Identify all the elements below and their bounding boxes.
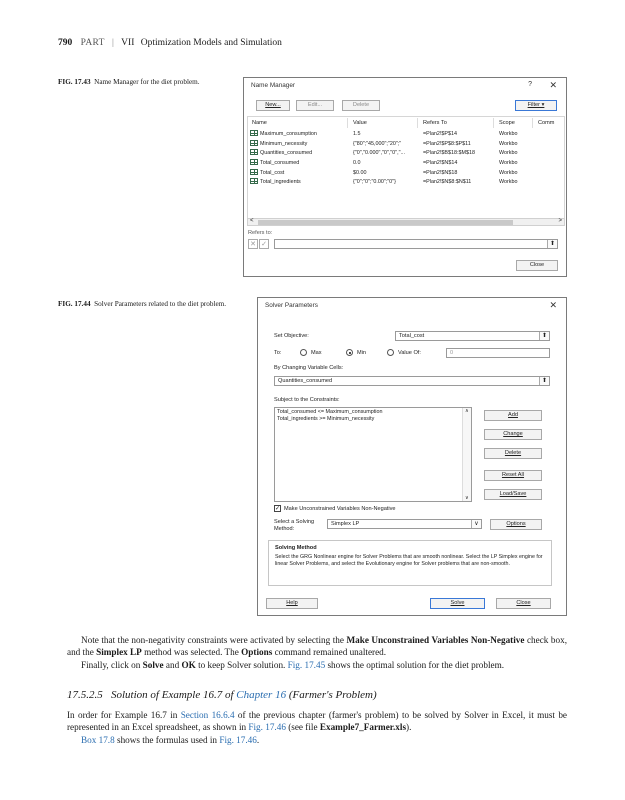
edit-button[interactable]: Edit...	[296, 100, 334, 111]
row-scope: Workbo	[499, 131, 518, 137]
row-name: Minimum_necessity	[260, 140, 308, 147]
add-button[interactable]: Add	[484, 410, 542, 421]
chevron-down-icon[interactable]: ∨	[471, 520, 481, 528]
box-link[interactable]: Box 17.8	[81, 735, 115, 745]
named-range-icon	[250, 130, 258, 136]
row-refers: =Plan2!$P$14	[423, 131, 458, 137]
section-title: (Farmer's Problem)	[286, 689, 377, 701]
caption-text: Name Manager for the diet problem.	[94, 78, 200, 86]
scrollbar-thumb[interactable]	[258, 220, 513, 225]
table-row[interactable]	[250, 159, 562, 169]
nonneg-checkbox[interactable]: ✓	[275, 506, 281, 512]
section-link[interactable]: Section 16.6.4	[180, 710, 235, 720]
figure-link[interactable]: Fig. 17.46	[219, 735, 257, 745]
text: and	[163, 660, 182, 670]
emphasis: OK	[181, 660, 196, 670]
row-scope: Workbo	[499, 179, 518, 186]
table-row[interactable]	[250, 149, 562, 159]
row-name-cell	[250, 130, 317, 140]
col-header-name[interactable]: Name	[252, 120, 267, 126]
constraints-label: Subject to the Constraints:	[274, 397, 340, 403]
constraint-item[interactable]: Total_consumed <= Maximum_consumption	[277, 409, 383, 415]
help-button[interactable]: Help	[266, 598, 318, 609]
chapter-link[interactable]: Chapter 16	[236, 689, 287, 701]
section-number: 17.5.2.5	[67, 689, 103, 701]
value-of-input[interactable]: 0	[446, 348, 550, 358]
solver-parameters-dialog	[257, 297, 567, 616]
scroll-up-icon[interactable]: ∧	[465, 408, 469, 414]
scroll-left-icon[interactable]: <	[250, 218, 254, 224]
text: of the previous chapter (farmer's problem) to be solved by Solver in Excel, it must be represented in an Excel spreadsheet, as shown in	[67, 710, 567, 733]
table-row[interactable]	[250, 169, 562, 179]
refers-to-input[interactable]	[274, 239, 558, 249]
close-icon[interactable]: ✕	[549, 80, 557, 90]
col-divider	[347, 118, 348, 128]
named-range-icon	[250, 149, 258, 155]
delete-button[interactable]: Delete	[484, 448, 542, 459]
col-divider	[417, 118, 418, 128]
paragraph-3	[67, 709, 567, 734]
scroll-down-icon[interactable]: ∨	[465, 495, 469, 501]
emphasis: Make Unconstrained Variables Non-Negative	[346, 635, 525, 645]
row-refers: =Plan2!$B$18:$M$18	[423, 150, 476, 157]
text: (see file	[285, 722, 320, 733]
changing-cells-input[interactable]	[274, 376, 550, 386]
named-range-icon	[250, 169, 258, 175]
solving-method-description: Select the GRG Nonlinear engine for Solver Problems that are smooth nonlinear. Select the LP Simplex engine for linear Solver Problems, and select the Evolutionary engine for Solver problems that are non-smooth.	[275, 554, 543, 567]
delete-button[interactable]: Delete	[342, 100, 380, 111]
constraints-list[interactable]	[274, 407, 472, 502]
change-button[interactable]: Change	[484, 429, 542, 440]
text: check box, and the	[67, 635, 567, 658]
col-divider	[532, 118, 533, 128]
paragraph-4	[67, 734, 567, 746]
row-name: Quantities_consumed	[260, 150, 313, 157]
text: Finally, click on	[81, 660, 143, 670]
row-refers: =Plan2!$N$14	[423, 160, 458, 167]
new-button[interactable]: New...	[256, 100, 290, 111]
col-header-scope[interactable]: Scope	[499, 120, 515, 126]
min-radio[interactable]	[346, 349, 353, 356]
collapse-dialog-icon[interactable]: ⬆	[539, 377, 549, 385]
scroll-right-icon[interactable]: >	[558, 218, 562, 224]
row-name-cell	[250, 159, 299, 169]
options-button[interactable]: Options	[490, 519, 542, 530]
refers-to-label: Refers to:	[248, 230, 273, 236]
close-button[interactable]: Close	[496, 598, 551, 609]
row-value: 1.5	[353, 131, 361, 137]
row-value: {"0";"0";"0.00";"0"}	[353, 179, 396, 186]
figure-link[interactable]: Fig. 17.46	[248, 722, 286, 733]
emphasis: Solve	[142, 660, 164, 670]
running-header	[58, 38, 282, 48]
text: .	[256, 735, 260, 745]
solving-method-label-line1: Select a Solving	[274, 519, 315, 525]
part-number: VII	[121, 38, 135, 48]
to-label: To:	[274, 350, 282, 356]
row-value: 0.0	[353, 160, 361, 167]
paragraph-2	[67, 659, 567, 671]
row-value: {"80";"45,000";"20";"	[353, 140, 402, 147]
close-button[interactable]: Close	[516, 260, 558, 271]
collapse-dialog-icon[interactable]: ⬆	[539, 332, 549, 340]
value-of-label: Value Of:	[398, 350, 421, 356]
emphasis: Options	[241, 647, 273, 658]
cancel-edit-icon[interactable]: ✕	[248, 239, 258, 249]
fig-17-44-caption	[58, 300, 243, 309]
header-separator: |	[112, 38, 114, 48]
row-name-cell	[250, 178, 301, 188]
dialog-title: Name Manager	[251, 82, 296, 89]
changing-cells-value: Quantities_consumed	[278, 378, 333, 384]
constraint-item[interactable]: Total_ingredients >= Minimum_necessity	[277, 415, 375, 422]
min-label: Min	[357, 350, 367, 356]
row-name: Total_consumed	[260, 160, 300, 167]
row-name-cell	[250, 169, 284, 179]
row-name: Total_ingredients	[260, 179, 301, 186]
row-name-cell	[250, 140, 307, 150]
row-name: Maximum_consumption	[260, 131, 317, 137]
table-row[interactable]	[250, 178, 562, 188]
fig-label: FIG. 17.44	[58, 300, 91, 308]
fig-17-43-caption	[58, 78, 243, 87]
collapse-dialog-icon[interactable]: ⬆	[547, 240, 557, 248]
text: command remained unaltered.	[272, 647, 387, 658]
table-row[interactable]	[250, 130, 562, 140]
row-scope: Workbo	[499, 140, 518, 147]
nonneg-label: Make Unconstrained Variables Non-Negative	[284, 506, 396, 512]
named-range-icon	[250, 140, 258, 146]
emphasis: Simplex LP	[96, 647, 142, 658]
row-value: {"0","0.000","0","0","...	[353, 150, 405, 157]
row-value: $0.00	[353, 169, 367, 176]
value-of-radio[interactable]	[387, 349, 394, 356]
solving-method-title: Solving Method	[275, 545, 317, 551]
text: to keep Solver solution.	[195, 660, 288, 670]
horizontal-scrollbar[interactable]	[247, 218, 565, 226]
names-table-body	[250, 130, 562, 188]
constraints-scrollbar[interactable]	[462, 408, 471, 501]
reset-all-button[interactable]: Reset All	[484, 470, 542, 481]
row-scope: Workbo	[499, 160, 518, 167]
objective-value: Total_cost	[399, 333, 425, 339]
load-save-button[interactable]: Load/Save	[484, 489, 542, 500]
section-title: Solution of Example 16.7 of	[111, 689, 237, 701]
text: shows the optimal solution for the diet problem.	[325, 660, 505, 670]
help-icon[interactable]: ?	[528, 81, 532, 88]
col-header-refers[interactable]: Refers To	[423, 120, 447, 126]
col-divider	[493, 118, 494, 128]
part-label: PART	[80, 38, 105, 48]
row-scope: Workbo	[499, 150, 518, 157]
row-name: Total_cost	[260, 169, 285, 176]
caption-text: Solver Parameters related to the diet problem.	[94, 300, 227, 308]
solving-method-label	[274, 519, 314, 532]
close-icon[interactable]: ✕	[549, 300, 557, 310]
set-objective-label: Set Objective:	[274, 333, 309, 339]
row-refers: =Plan2!$N$18	[423, 169, 458, 176]
max-label: Max	[311, 350, 322, 356]
confirm-edit-icon[interactable]: ✓	[259, 239, 269, 249]
text: shows the formulas used in	[114, 735, 220, 745]
solving-method-value: Simplex LP	[331, 521, 360, 527]
table-row[interactable]	[250, 140, 562, 150]
max-radio[interactable]	[300, 349, 307, 356]
dialog-title: Solver Parameters	[265, 302, 318, 309]
changing-cells-label: By Changing Variable Cells:	[274, 365, 344, 371]
objective-input[interactable]	[395, 331, 550, 341]
chapter-title: Optimization Models and Simulation	[140, 38, 282, 48]
text: Note that the non-negativity constraints were activated by selecting the	[81, 635, 347, 645]
name-manager-dialog	[243, 77, 567, 277]
text: In order for Example 16.7 in	[67, 710, 181, 720]
col-header-comment[interactable]: Comm	[538, 120, 555, 126]
fig-label: FIG. 17.43	[58, 78, 91, 86]
paragraph-1	[67, 634, 567, 659]
text: ).	[406, 722, 412, 733]
filter-button[interactable]: Filter ▾	[515, 100, 557, 111]
figure-link[interactable]: Fig. 17.45	[287, 660, 326, 670]
row-name-cell	[250, 149, 312, 159]
row-refers: =Plan2!$N$8:$N$11	[423, 179, 472, 186]
row-scope: Workbo	[499, 169, 518, 176]
filename: Example7_Farmer.xls	[319, 722, 407, 733]
named-range-icon	[250, 159, 258, 165]
named-range-icon	[250, 178, 258, 184]
solving-method-label-line2: Method:	[274, 525, 295, 532]
row-refers: =Plan2!$P$8:$P$11	[423, 140, 471, 147]
col-header-value[interactable]: Value	[353, 120, 367, 126]
section-heading	[67, 689, 377, 701]
text: method was selected. The	[141, 647, 242, 658]
solving-method-select[interactable]	[327, 519, 482, 529]
page-number: 790	[58, 38, 73, 48]
solve-button[interactable]: Solve	[430, 598, 485, 609]
